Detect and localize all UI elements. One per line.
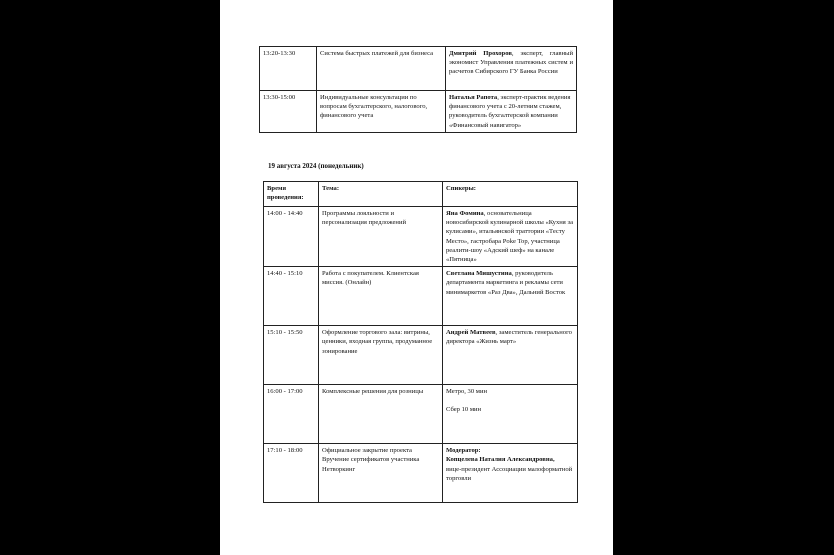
speaker-description: , заместитель генерального директора «Жизнь март» — [446, 329, 572, 346]
topic-line: Нетворкинг — [322, 465, 356, 473]
document-page — [220, 0, 613, 555]
time-cell: 13:20-13:30 — [260, 47, 317, 91]
table-row — [264, 207, 578, 267]
speaker-cell — [446, 91, 577, 133]
speaker-description: , основательница новосибирской кулинарной школы «Кухня за кулисами», итальянской траттории «Тесту Место», гастробара Poke Top, участница реалити-шоу «Адский шеф» на канале «Пятница» — [446, 210, 574, 264]
topic-cell: Оформление торгового зала: витрины, ценники, входная группа, продуманное зонирование — [319, 326, 443, 385]
table-row — [260, 47, 577, 91]
topic-line: Официальное закрытие проекта — [322, 447, 412, 455]
table-row — [264, 385, 578, 444]
header-time — [264, 182, 319, 207]
time-cell: 15:10 - 15:50 — [264, 326, 319, 385]
topic-cell: Система быстрых платежей для бизнеса — [317, 47, 446, 91]
moderator-label: Модератор: — [446, 447, 481, 455]
speaker-description: , эксперт-практик ведения финансового учета с 20-летним стажем, руководитель бухгалтерской компании «Финансовый навигатор» — [449, 94, 571, 129]
header-speakers-label: Спикеры: — [446, 185, 476, 192]
table-row — [264, 326, 578, 385]
topic-cell: Индивидуальные консультации по вопросам бухгалтерского, налогового, финансового учета — [317, 91, 446, 133]
date-heading: 19 августа 2024 (понедельник) — [268, 162, 364, 170]
top-schedule-table — [259, 46, 577, 133]
speaker-name: Андрей Матвеев — [446, 329, 496, 337]
header-topic-label: Тема: — [322, 185, 340, 192]
time-cell: 14:40 - 15:10 — [264, 267, 319, 326]
header-time-label: Время проведения: — [267, 185, 304, 202]
topic-cell: Комплексные решения для розницы — [319, 385, 443, 444]
speaker-cell — [443, 207, 578, 267]
speaker-name: Светлана Мишустина — [446, 270, 512, 278]
topic-cell: Работа с покупателем. Клиентская миссия. (Онлайн) — [319, 267, 443, 326]
time-cell: 17:10 - 18:00 — [264, 444, 319, 503]
speaker-cell — [443, 326, 578, 385]
speaker-cell — [443, 267, 578, 326]
moderator-name: Копцелева Наталия Александровна — [446, 456, 553, 464]
table-row — [264, 444, 578, 503]
speaker-name: Дмитрий Прохоров — [449, 50, 512, 57]
speaker-cell — [446, 47, 577, 91]
time-cell: 13:30-15:00 — [260, 91, 317, 133]
header-speakers — [443, 182, 578, 207]
speaker-description: , руководитель департамента маркетинга и рекламы сети минимаркетов «Раз Два», Дальний Восток — [446, 270, 566, 296]
time-cell: 16:00 - 17:00 — [264, 385, 319, 444]
table-row — [260, 91, 577, 133]
speaker-line: Сбер 10 мин — [446, 406, 482, 414]
speaker-cell — [443, 385, 578, 444]
speaker-name: Наталья Рапота — [449, 94, 498, 101]
speaker-name: Яна Фомина — [446, 210, 484, 217]
table-header-row — [264, 182, 578, 207]
day-schedule-table — [263, 181, 578, 503]
topic-line: Вручение сертификатов участника — [322, 456, 420, 464]
speaker-description: , эксперт, главный экономист Управления платежных систем и расчетов Сибирского ГУ Банка России — [449, 50, 573, 76]
topic-cell: Программы лояльности и персонализация предложений — [319, 207, 443, 267]
table-row — [264, 267, 578, 326]
time-cell: 14:00 - 14:40 — [264, 207, 319, 267]
moderator-description: вице-президент Ассоциации малоформатной торговли — [446, 465, 573, 482]
header-topic — [319, 182, 443, 207]
speaker-cell: Модератор: Копцелева Наталия Александровна, вице-президент Ассоциации малоформатной торговли — [443, 444, 578, 503]
speaker-line: Метро, 30 мин — [446, 388, 488, 396]
topic-cell — [319, 444, 443, 503]
